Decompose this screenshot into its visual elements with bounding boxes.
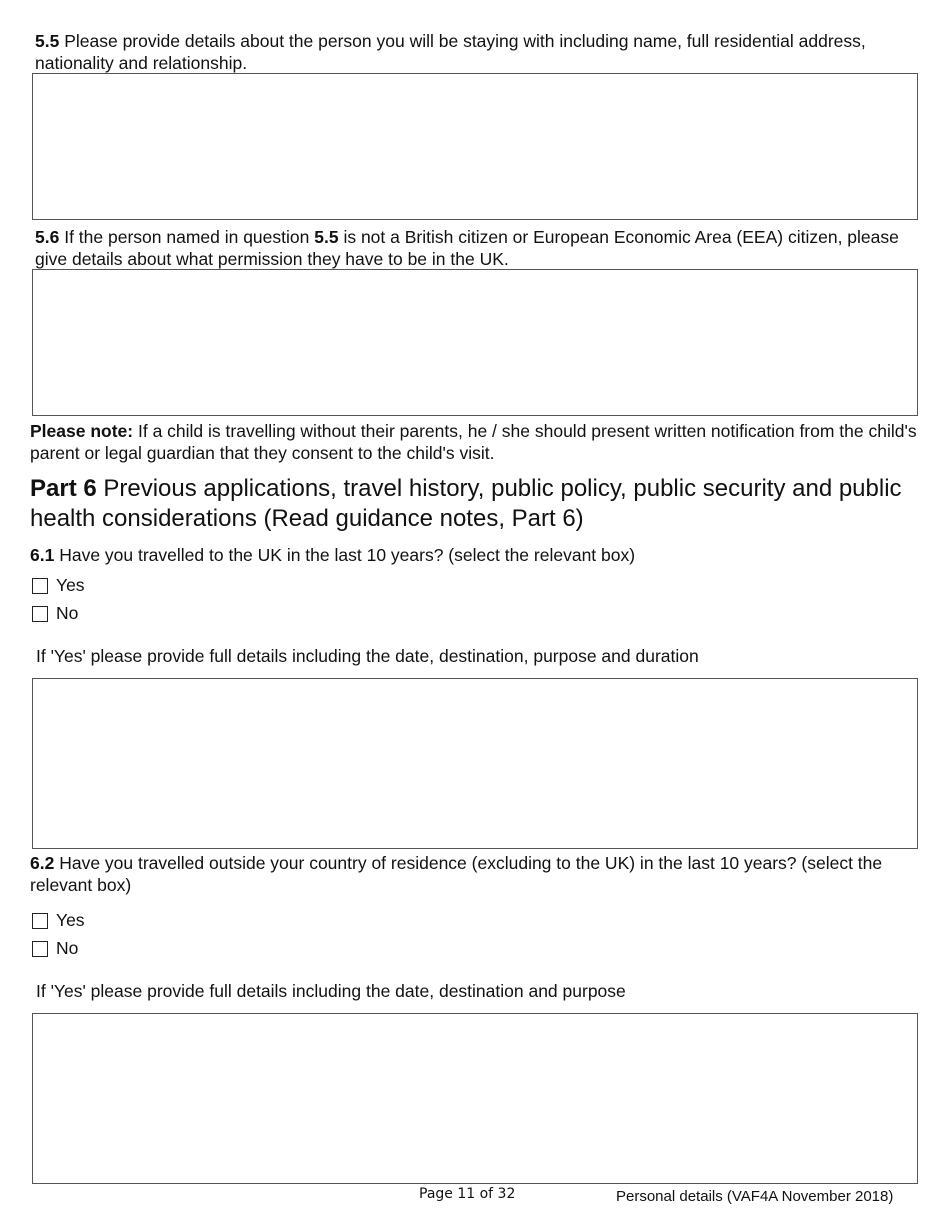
- please-note: [30, 420, 930, 464]
- yes-checkbox[interactable]: [32, 913, 48, 929]
- question-5-5: [35, 30, 895, 74]
- part-label: Part 6: [30, 475, 97, 502]
- option-label: No: [56, 938, 79, 958]
- question-5-6: [35, 226, 915, 270]
- question-text: If the person named in question: [64, 227, 310, 247]
- option-label: Yes: [56, 575, 85, 595]
- yes-checkbox[interactable]: [32, 578, 48, 594]
- question-text: Please provide details about the person you will be staying with including name, full residential address, nationality and relationship.: [35, 31, 866, 73]
- question-text: Have you travelled to the UK in the last 10 years? (select the relevant box): [59, 545, 636, 565]
- option-label: No: [56, 603, 79, 623]
- option-label: Yes: [56, 910, 85, 930]
- question-number: 6.1: [30, 545, 55, 565]
- no-checkbox[interactable]: [32, 941, 48, 957]
- question-number: 6.2: [30, 853, 55, 873]
- note-label: Please note:: [30, 421, 134, 441]
- note-text: If a child is travelling without their parents, he / she should present written notification from the child's parent or legal guardian that they consent to the child's visit.: [30, 421, 917, 463]
- staying-with-details-field[interactable]: [32, 73, 918, 220]
- option-no[interactable]: [32, 938, 78, 959]
- part-6-heading: [30, 474, 910, 534]
- question-text: is not a British citizen or European Economic Area (EEA) citizen, please give details about what permission they have to be in the UK.: [35, 227, 899, 269]
- option-yes[interactable]: [32, 575, 85, 596]
- followup-6-2: If 'Yes' please provide full details including the date, destination and purpose: [36, 981, 626, 1001]
- uk-permission-details-field[interactable]: [32, 269, 918, 416]
- question-text: Have you travelled outside your country of residence (excluding to the UK) in the last 10 years? (select the relevant box): [30, 853, 883, 895]
- question-number: 5.6: [35, 227, 60, 247]
- part-title: Previous applications, travel history, public policy, public security and public health considerations (Read guidance notes, Part 6): [30, 475, 902, 532]
- question-number: 5.5: [35, 31, 60, 51]
- question-reference: 5.5: [314, 227, 339, 247]
- option-yes[interactable]: [32, 910, 85, 931]
- option-no[interactable]: [32, 603, 78, 624]
- question-6-1: [30, 544, 930, 566]
- uk-travel-details-field[interactable]: [32, 678, 918, 849]
- followup-6-1: If 'Yes' please provide full details including the date, destination, purpose and duration: [36, 646, 699, 666]
- question-6-2: [30, 852, 920, 896]
- other-travel-details-field[interactable]: [32, 1013, 918, 1184]
- page-number: Page 11 of 32: [419, 1186, 516, 1202]
- no-checkbox[interactable]: [32, 606, 48, 622]
- form-reference: Personal details (VAF4A November 2018): [616, 1188, 894, 1205]
